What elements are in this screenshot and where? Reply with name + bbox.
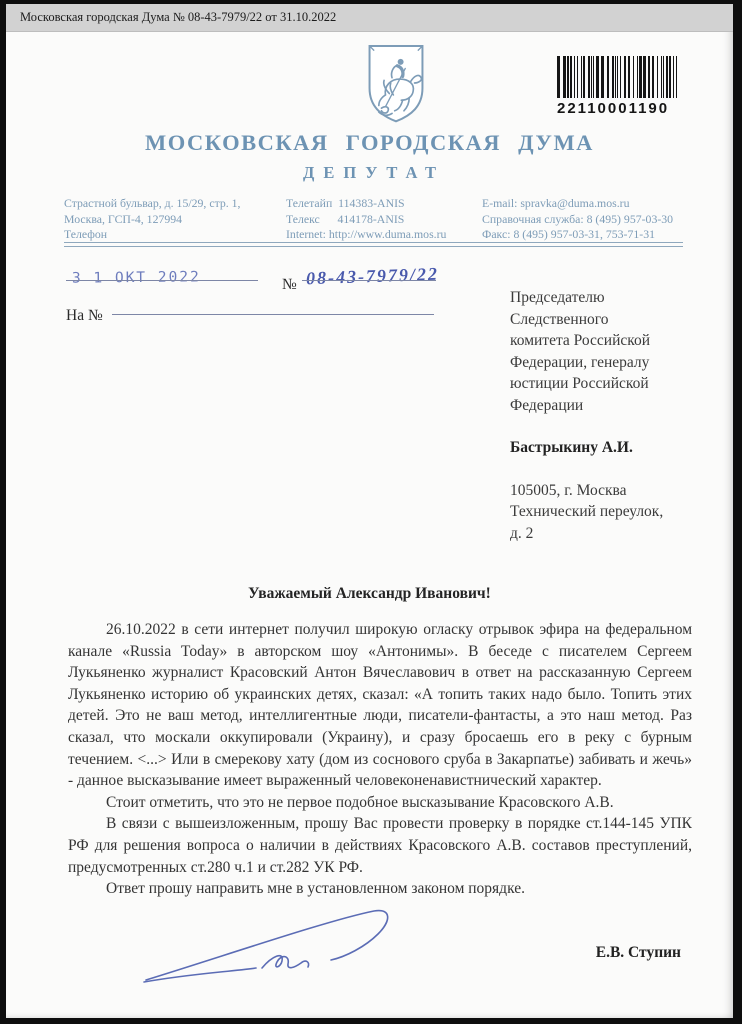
contact-column-address <box>64 196 286 243</box>
number-label: № <box>282 276 297 293</box>
org-role: ДЕПУТАТ <box>303 163 445 182</box>
address-line: д. 2 <box>510 524 534 542</box>
addressee-address <box>510 480 710 545</box>
org-name: МОСКОВСКАЯ ГОРОДСКАЯ ДУМА <box>145 130 594 155</box>
date-stamp: 3 1 ОКТ 2022 <box>71 269 201 287</box>
letterhead-contacts <box>64 196 687 243</box>
signature-scribble-icon <box>134 904 434 996</box>
addressee-line: комитета Российской <box>510 332 651 349</box>
salutation: Уважаемый Александр Иванович! <box>248 585 491 602</box>
letter-body <box>68 619 692 900</box>
contact-line: Internet: http://www.duma.mos.ru <box>286 227 447 241</box>
contact-line: Телетайп 114383-ANIS <box>286 196 405 210</box>
contact-line: Страстной бульвар, д. 15/29, стр. 1, <box>64 196 241 210</box>
contact-column-email <box>482 196 687 243</box>
barcode <box>557 56 685 117</box>
barcode-number: 22110001190 <box>557 100 670 117</box>
handwritten-number: 08-43-7979/22 <box>305 263 440 289</box>
addressee-line: Следственного <box>510 310 609 328</box>
viewer-title-bar <box>6 4 733 32</box>
contact-line: E-mail: spravka@duma.mos.ru <box>482 196 630 210</box>
body-paragraph: Стоит отметить, что это не первое подобное высказывание Красовского А.В. <box>106 793 614 811</box>
address-line: 105005, г. Москва <box>510 481 627 499</box>
rider-head <box>398 59 404 65</box>
signer-name: Е.В. Ступин <box>595 944 681 961</box>
addressee-line: юстиции Российской <box>510 375 649 392</box>
reply-underline <box>112 314 434 315</box>
letterhead-divider <box>64 242 683 247</box>
addressee-line: Председателю <box>510 289 605 306</box>
address-line: Технический переулок, <box>510 503 664 520</box>
letter-page <box>6 4 733 1018</box>
contact-line: Телефон <box>64 227 108 241</box>
moscow-coat-of-arms-icon <box>346 42 446 124</box>
contact-line: Телекс 414178-ANIS <box>286 211 405 226</box>
contact-line: Москва, ГСП-4, 127994 <box>64 211 183 226</box>
contact-line: Факс: 8 (495) 957-03-31, 753-71-31 <box>482 227 655 241</box>
addressee-name: Бастрыкину А.И. <box>510 439 633 456</box>
addressee-line: Федерации <box>510 396 584 414</box>
contact-line: Справочная служба: 8 (495) 957-03-30 <box>482 211 674 226</box>
reply-to-label: На № <box>66 307 103 324</box>
number-underline <box>302 280 436 281</box>
barcode-bars <box>557 56 685 98</box>
date-underline <box>66 280 258 281</box>
body-paragraph: Ответ прошу направить мне в установленном законом порядке. <box>106 880 525 898</box>
addressee-block <box>510 287 710 544</box>
body-paragraph: 26.10.2022 в сети интернет получил широкую огласку отрывок эфира на федеральном канале «Russia Today» в авторском шоу «Антонимы». В беседе с писателем Сергеем Лукьяненко журналист Красовский Антон Вячеславович в ответ на рассказанную Сергеем Лукьяненко историю об украинских детях, сказал: «А топить таких надо было. Топить этих детей. Это не ваш метод, интеллигентные люди, писатели-фантасты, а это наш метод. Раз сказал, что москали оккупировали (Украину), и сразу бросаешь его в реку с бурным течением. <...> Или в смерекову хату (дом из соснового сруба в Закарпатье) забивать и жечь» - данное высказывание имеет выраженный человеконенавистнический характер. <box>68 621 692 790</box>
viewer-title: Московская городская Дума № 08-43-7979/22 от 31.10.2022 <box>20 10 337 24</box>
contact-column-telecom <box>286 196 482 243</box>
addressee-line: Федерации, генералу <box>510 353 650 371</box>
body-paragraph: В связи с вышеизложенным, прошу Вас провести проверку в порядке ст.144-145 УПК РФ для решения вопроса о наличии в действиях Красовского А.В. составов преступлений, предусмотренных ст.280 ч.1 и ст.282 УК РФ. <box>68 815 692 876</box>
